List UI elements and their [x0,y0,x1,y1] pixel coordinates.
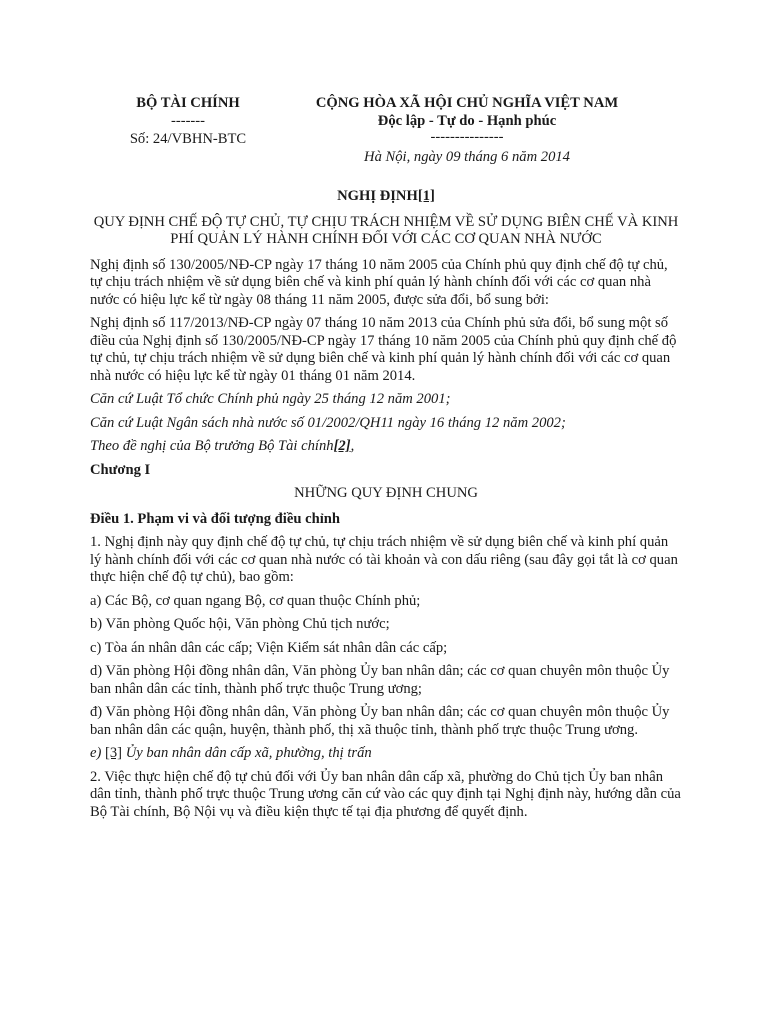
chapter-title: NHỮNG QUY ĐỊNH CHUNG [294,485,478,501]
legal-basis-1: Căn cứ Luật Tổ chức Chính phủ ngày 25 tháng 12 năm 2001; [90,391,451,407]
article-1-heading: Điều 1. Phạm vi và đối tượng điều chỉnh [90,510,340,527]
item-e-label: e) [90,745,102,761]
document-title [90,188,682,206]
preamble-paragraph-1: Nghị định số 130/2005/NĐ-CP ngày 17 tháng 10 năm 2005 của Chính phủ quy định chế độ tự chủ, tự chịu trách nhiệm về sử dụng biên chế và kinh phí quản lý hành chính đối với các cơ quan nhà nước có hiệu lực kể từ ngày 08 tháng 11 năm 2005, được sửa đổi, bổ sung bởi: [90,256,668,308]
legal-basis-3 [90,438,682,456]
document-subtitle: QUY ĐỊNH CHẾ ĐỘ TỰ CHỦ, TỰ CHỊU TRÁCH NHIỆM VỀ SỬ DỤNG BIÊN CHẾ VÀ KINH PHÍ QUẢN LÝ HÀNH CHÍNH ĐỐI VỚI CÁC CƠ QUAN NHÀ NƯỚC [93,213,679,247]
article-1-item-b: b) Văn phòng Quốc hội, Văn phòng Chủ tịch nước; [90,616,390,632]
legal-basis-3-end: , [350,438,355,454]
chapter-label: Chương I [90,461,151,478]
article-1-clause-1: 1. Nghị định này quy định chế độ tự chủ, tự chịu trách nhiệm về sử dụng biên chế và kinh phí quản lý hành chính đối với các cơ quan nhà nước có tài khoản và con dấu riêng (sau đây gọi tắt là cơ quan thực hiện chế độ tự chủ), bao gồm: [90,534,678,585]
agency-rule: ------- [170,113,206,129]
agency-block [108,94,268,148]
nation-block [292,94,642,166]
article-1-clause-2: 2. Việc thực hiện chế độ tự chủ đối với Ủy ban nhân dân cấp xã, phường do Chủ tịch Ủy ban nhân dân tỉnh, thành phố trực thuộc Trung ương căn cứ vào các quy định tại Nghị định này, hướng dẫn của Bộ Tài chính, Bộ Nội vụ và điều kiện thực tế tại địa phương để quyết định. [90,768,681,820]
article-1-item-c: c) Tòa án nhân dân các cấp; Viện Kiểm sát nhân dân các cấp; [90,639,448,656]
document-number: Số: 24/VBHN-BTC [129,131,247,147]
item-e-text: Ủy ban nhân dân cấp xã, phường, thị trấn [125,745,372,761]
place-date: Hà Nội, ngày 09 tháng 6 năm 2014 [364,149,570,165]
legal-basis-2: Căn cứ Luật Ngân sách nhà nước số 01/2002/QH11 ngày 16 tháng 12 năm 2002; [90,414,566,431]
preamble-paragraph-2: Nghị định số 117/2013/NĐ-CP ngày 07 tháng 10 năm 2013 của Chính phủ sửa đổi, bổ sung một số điều của Nghị định số 130/2005/NĐ-CP ngày 17 tháng 10 năm 2005 của Chính phủ quy định chế độ tự chủ, tự chịu trách nhiệm về sử dụng biên chế và kinh phí quản lý hành chính đối với các cơ quan nhà nước có hiệu lực kể từ ngày 01 tháng 01 năm 2014. [90,315,677,384]
footnote-link-3[interactable]: [3] [105,745,123,761]
title-text: NGHỊ ĐỊNH [337,188,418,204]
motto: Độc lập - Tự do - Hạnh phúc [377,113,557,129]
article-1-item-d: d) Văn phòng Hội đồng nhân dân, Văn phòng Ủy ban nhân dân; các cơ quan chuyên môn thuộc Ủy ban nhân dân các tỉnh, thành phố trực thuộc Trung ương; [90,663,670,697]
article-1-item-dd: đ) Văn phòng Hội đồng nhân dân, Văn phòng Ủy ban nhân dân; các cơ quan chuyên môn thuộc Ủy ban nhân dân các quận, huyện, thành phố, thị xã thuộc tỉnh, thành phố trực thuộc Trung ương. [90,704,670,738]
agency-name: BỘ TÀI CHÍNH [136,95,240,111]
nation-name: CỘNG HÒA XÃ HỘI CHỦ NGHĨA VIỆT NAM [315,95,619,111]
article-1-item-a: a) Các Bộ, cơ quan ngang Bộ, cơ quan thuộc Chính phủ; [90,592,421,609]
legal-basis-3-text: Theo đề nghị của Bộ trưởng Bộ Tài chính [90,438,334,454]
motto-rule: --------------- [430,129,504,145]
article-1-item-e [90,745,682,763]
footnote-link-2[interactable]: [2] [333,438,351,454]
footnote-link-1[interactable]: [1] [417,188,435,204]
document-body [90,188,682,827]
